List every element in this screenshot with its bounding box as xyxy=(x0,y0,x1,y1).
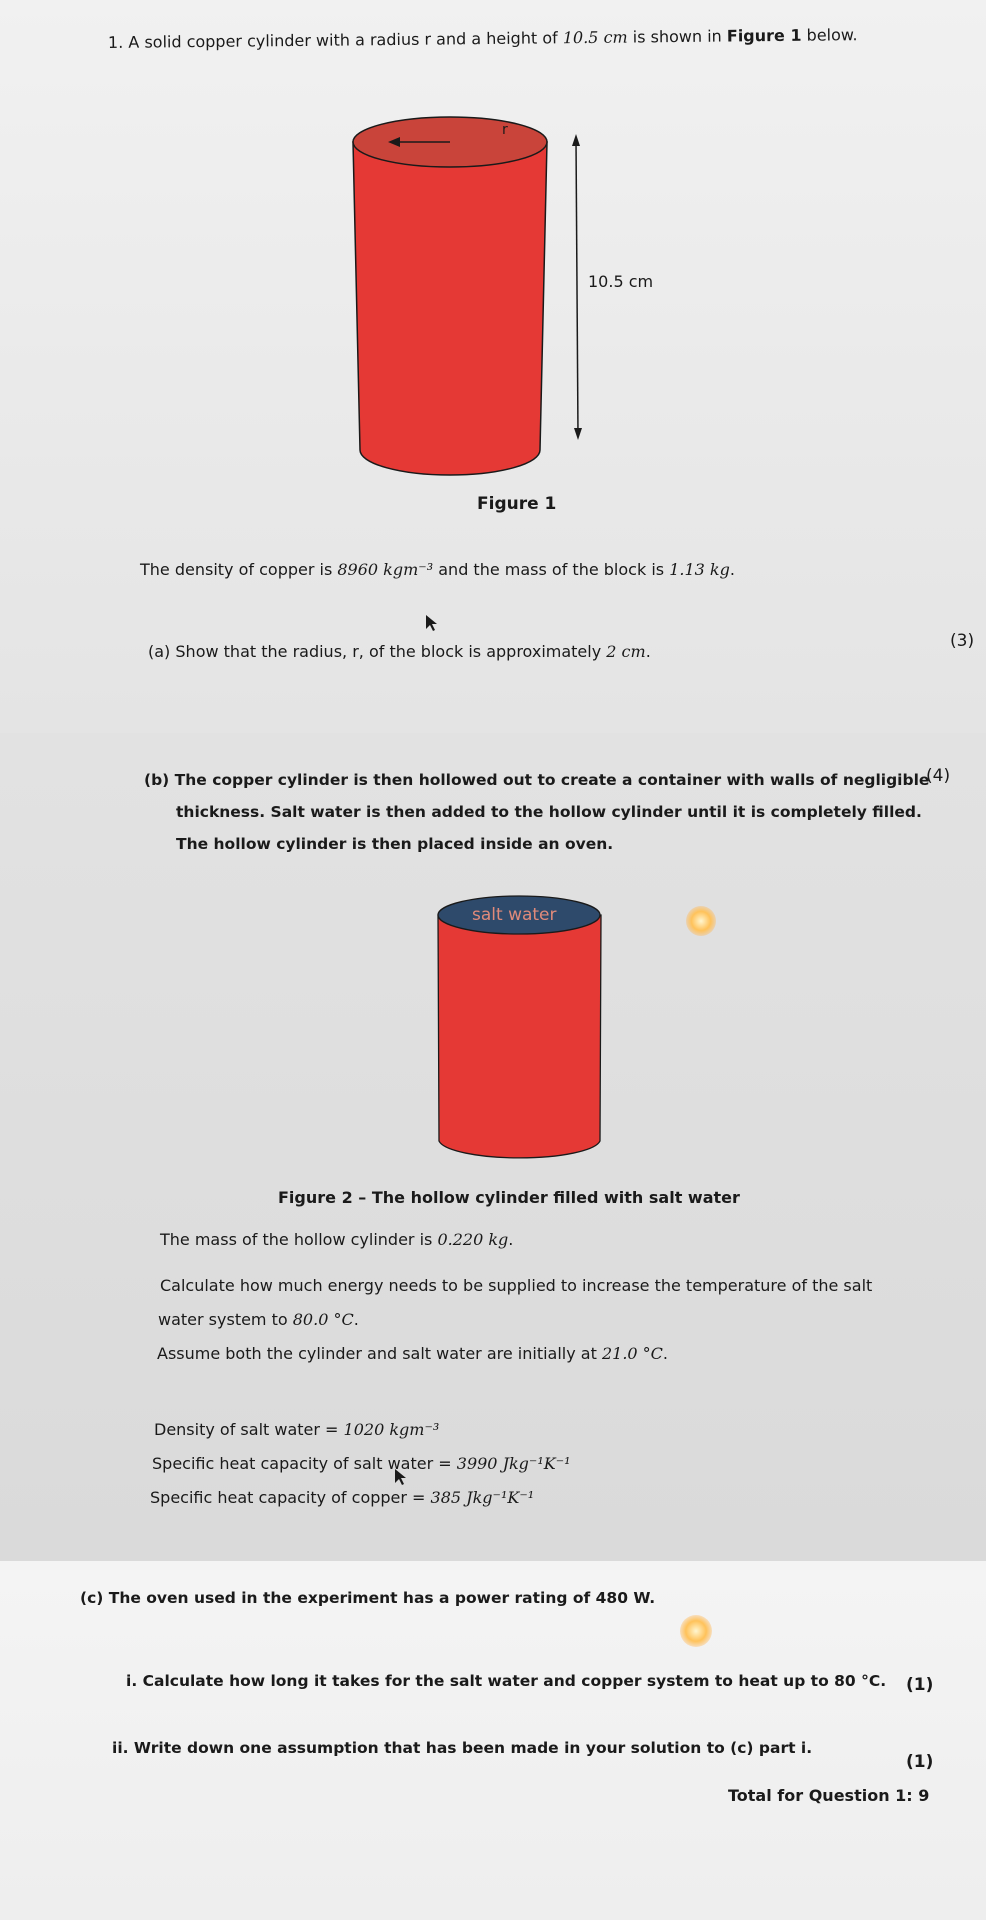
figure-1-caption: Figure 1 xyxy=(477,494,557,514)
part-c-label: (c) xyxy=(80,1589,104,1607)
figure-2-caption: Figure 2 – The hollow cylinder filled with salt water xyxy=(278,1188,740,1207)
initial-temperature-statement: Assume both the cylinder and salt water are initially at 21.0 °C. xyxy=(157,1344,668,1363)
block-mass-value: 1.13 kg xyxy=(669,560,730,579)
salt-water-label: salt water xyxy=(472,905,557,925)
energy-calculation-line2: water system to 80.0 °C. xyxy=(158,1310,359,1329)
figure-1-cylinder xyxy=(340,110,670,480)
data-salt-water-shc: Specific heat capacity of salt water = 3990 Jkg⁻¹K⁻¹ xyxy=(152,1454,571,1473)
question-panel-a xyxy=(0,0,986,733)
part-c-i-marks: (1) xyxy=(906,1675,934,1695)
part-b-label: (b) xyxy=(144,771,170,789)
part-c-ii-question: ii. Write down one assumption that has been made in your solution to (c) part i. xyxy=(112,1739,813,1757)
figure-reference: Figure 1 xyxy=(726,25,802,46)
target-temperature-value: 80.0 °C xyxy=(292,1310,354,1329)
height-arrow xyxy=(576,140,578,435)
part-a-question: (a) Show that the radius, r, of the block is approximately 2 cm. xyxy=(148,642,651,661)
part-b-intro: (b) The copper cylinder is then hollowed out to create a container with walls of negligible thickness. Salt water is then added to the hollow cylinder until it is completely filled. The hollow cylinder is then placed inside an oven. xyxy=(144,771,930,853)
copper-density-value: 8960 kgm⁻³ xyxy=(337,560,434,579)
question-panel-c xyxy=(0,1561,986,1920)
mouse-cursor-icon xyxy=(425,614,439,632)
question-intro: 1. A solid copper cylinder with a radius r and a height of 10.5 cm is shown in Figure 1 below. xyxy=(107,25,858,52)
data-copper-shc: Specific heat capacity of copper = 385 Jkg⁻¹K⁻¹ xyxy=(150,1488,535,1507)
density-statement: The density of copper is 8960 kgm⁻³ and the mass of the block is 1.13 kg. xyxy=(140,560,735,579)
height-arrowhead-top xyxy=(572,134,580,146)
part-c-i-question: i. Calculate how long it takes for the salt water and copper system to heat up to 80 °C. xyxy=(126,1672,887,1690)
part-a-label: (a) xyxy=(148,642,171,661)
mouse-cursor-icon xyxy=(394,1468,408,1486)
height-value: 10.5 cm xyxy=(562,27,628,48)
part-c-ii-marks: (1) xyxy=(906,1752,934,1772)
data-salt-water-density: Density of salt water = 1020 kgm⁻³ xyxy=(154,1420,440,1439)
light-glare xyxy=(686,906,716,936)
cylinder-body xyxy=(353,142,547,475)
part-b-marks: (4) xyxy=(926,766,951,786)
height-arrowhead-bottom xyxy=(574,428,582,440)
hollow-cylinder-body xyxy=(438,915,601,1158)
height-label: 10.5 cm xyxy=(588,272,654,291)
light-glare xyxy=(680,1615,712,1647)
question-total: Total for Question 1: 9 xyxy=(728,1786,930,1805)
hollow-mass-value: 0.220 kg xyxy=(437,1230,509,1249)
part-c-intro: (c) The oven used in the experiment has a power rating of 480 W. xyxy=(80,1589,656,1607)
question-number: 1. xyxy=(107,32,124,52)
radius-label: r xyxy=(502,122,508,138)
part-a-marks: (3) xyxy=(950,631,975,651)
hollow-mass-statement: The mass of the hollow cylinder is 0.220 kg. xyxy=(160,1230,514,1249)
initial-temperature-value: 21.0 °C xyxy=(601,1344,663,1363)
figure-2-hollow-cylinder xyxy=(432,893,612,1168)
energy-calculation-line1: Calculate how much energy needs to be supplied to increase the temperature of the salt xyxy=(160,1276,873,1295)
question-panel-b xyxy=(0,733,986,1561)
radius-approx-value: 2 cm xyxy=(606,642,646,661)
